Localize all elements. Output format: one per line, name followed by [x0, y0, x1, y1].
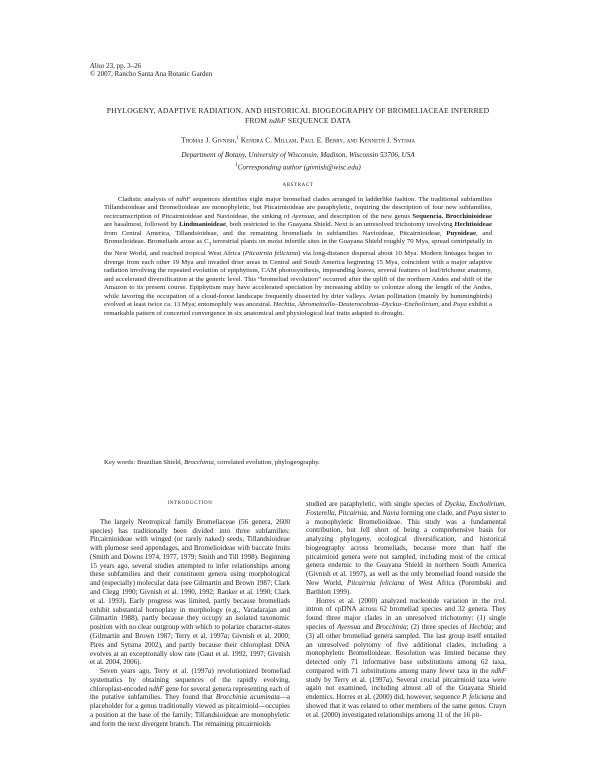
keywords-label: Key words: [104, 459, 136, 466]
title-line-2: FROM ndhF SEQUENCE DATA [244, 116, 352, 125]
introduction-heading: INTRODUCTION [167, 501, 213, 506]
body-column-right [306, 500, 506, 720]
journal-name: Aliso [90, 62, 105, 70]
article-title [90, 106, 506, 126]
citation-line [90, 62, 212, 70]
body-column-left [90, 500, 290, 729]
intro-paragraph-2-continued: studied are paraphyletic, with single species of Dyckia, Encholirium, Fosterella, Pitcairnia, and Navia forming one clade, and Puya sister to a monophyletic Bromelioideae. This study was a fundamental contribution, but fell short of being a comprehensive basis for analyzing phylogeny, ecological diversification, and historical biogeography across bromeliads, because more than half the pitcairnioid genera were not sampled, including most of the critical genera endemic to the Guayana Shield in northern South America (Givnish et al. 1997), as well as the only bromeliad found outside the New World, Pitcairnia feliciana of West Africa (Porembski and Barthlott 1999). [306, 500, 507, 596]
title-line-1: PHYLOGENY, ADAPTIVE RADIATION, AND HISTORICAL BIOGEOGRAPHY OF BROMELIACEAE INFERRED [106, 106, 490, 115]
keywords: Key words: Brazilian Shield, Brocchinia, correlated evolution, phylogeography. [104, 459, 320, 466]
abstract-heading: ABSTRACT [282, 183, 314, 188]
affiliation-line: Department of Botany, University of Wisconsin, Madison, Wisconsin 53706, USA [181, 151, 415, 159]
copyright-line: © 2007, Rancho Santa Ana Botanic Garden [90, 70, 213, 78]
running-head [90, 62, 212, 78]
author-others: Kendra C. Millam, Paul E. Berry, and Kenneth J. Sytsma [240, 135, 416, 145]
corresponding-line: $^1$Corresponding author (givnish@wisc.edu) [235, 162, 361, 171]
author-corresponding: Thomas J. Givnish, [180, 135, 237, 145]
author-mark: 1 [236, 136, 239, 141]
intro-paragraph-3: Horres et al. (2000) analyzed nucleotide variation in the trnL intron of cpDNA across 62 bromeliad species and 32 genera. They found three major clades in an unresolved trichotomy: (1) single species of Ayensua and Brocchinia; (2) three species of Hechtia; and (3) all other bromeliad genera sampled. The last group itself entailed an unresolved polytomy of five additional clades, including a monophyletic Bromelioideae. Resolution was limited because they detected only 71 informative base substitutions among 62 taxa, compared with 71 substitutions among many fewer taxa in the ndhF study by Terry et al. (1997a). Several crucial pitcairnioid taxa were again not examined, including almost all of the Guayana Shield endemics. Horres et al. (2000) did, however, sequence P. feliciana and showed that it was related to other members of the same genus. Crayn et al. (2000) investigated relationships among 11 of the 16 pit- [306, 596, 507, 719]
affiliation [90, 151, 506, 172]
journal-pages: 23, pp. 3–26 [106, 62, 142, 70]
author-list [90, 134, 506, 146]
intro-paragraph-1: The largely Neotropical family Bromeliaceae (56 genera, 2600 species) has traditionally been divided into three subfamilies: Pitcairnioideae with winged (or rarely naked) seeds, Tillandsioideae with plumose seed appendages, and Bromelioideae with baccate fruits (Smith and Downs 1974, 1977, 1979; Smith and Till 1998). Beginning 15 years ago, several studies attempted to infer relationships among these subfamilies and their constituent genera using morphological and (especially) molecular data (see Gilmartin and Brown 1987; Clark and Clegg 1990; Givnish et al. 1990, 1992; Ranker et al. 1990; Clark et al. 1993). Early progress was limited, partly because bromeliads exhibit substantial homoplasy in morphology (e.g., Varadarajan and Gilmartin 1988), partly because they occupy an isolated taxonomic position with no clear outgroup with which to polarize character-states (Gilmartin and Brown 1987; Terry et al. 1997a; Givnish et al. 2000; Pires and Sytsma 2002), and partly because their chloroplast DNA evolves at an exceptionally slow rate (Gaut et al. 1992, 1997; Givnish et al. 2004, 2006). [90, 517, 290, 667]
abstract-body: Cladistic analysis of ndhF sequences identifies eight major bromeliad clades arranged in ladderlike fashion. The traditional subfamilies Tillandsioideae and Bromelioideae are monophyletic, but Pitcairnioideae are paraphyletic, requiring the description of four new subfamilies, recircumscription of Pitcairnioideae and Navioideae, the sinking of Ayensua, and description of the new genus Sequencia. Brocchinioideae are basalmost, followed by Lindmanioideae, both restricted to the Guayana Shield. Next is an unresolved trichotomy involving Hechtioideae from Central America, Tillandsioideae, and the remaining bromeliads in subfamilies Navioideae, Pitcairnioideae, Puyoideae, and Bromelioideae. Bromeliads arose as $C_3$ terrestrial plants on moist infertile sites in the Guayana Shield roughly 70 Mya, spread centripetally in the New World, and reached tropical West Africa (Pitcairnia feliciana) via long-distance dispersal about 10 Mya. Modern lineages began to diverge from each other 19 Mya and invaded drier areas in Central and South America beginning 15 Mya, coincident with a major adaptive radiation involving the repeated evolution of epiphytism, CAM photosynthesis, impounding leaves, several features of leaf/trichome anatomy, and accelerated diversification at the generic level. This “bromeliad revolution” occurred after the uplift of the northern Andes and shift of the Amazon to its present course. Epiphytism may have accelerated speciation by increasing ability to colonize along the length of the Andes, while favoring the occupation of a cloud-forest landscape frequently dissected by drier valleys. Avian pollination (mainly by hummingbirds) evolved at least twice ca. 13 Mya; entomophily was ancestral. Hechtia, Abromeitiella–Deuterocohnia–Dyckia–Encholirium, and Puya exhibit a remarkable pattern of concerted convergence in six anatomical and physiological leaf traits adapted to drought. [104, 196, 493, 317]
intro-paragraph-2: Seven years ago, Terry et al. (1997a) revolutionized bromeliad systematics by obtaining sequences of the rapidly evolving, chloroplast-encoded ndhF gene for several genera representing each of the putative subfamilies. They found that Brocchinia acuminata—a placeholder for a genus traditionally viewed as pitcairnioid—occupies a position at the base of the family; Tillandsioideae are monophyletic and form the next divergent branch. The remaining pitcairnioids [90, 667, 291, 728]
